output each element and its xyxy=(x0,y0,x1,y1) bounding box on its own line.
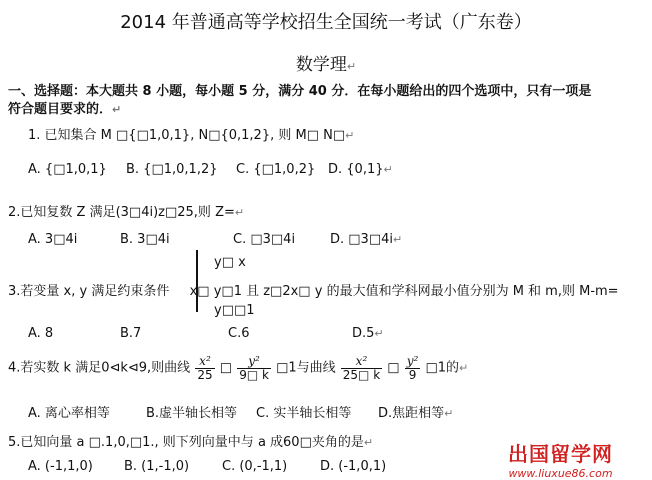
exam-title: 2014 年普通高等学校招生全国统一考试（广东卷） xyxy=(120,12,532,33)
q2-option-a: A. 3□4i xyxy=(28,232,78,247)
q5-option-b: B. (1,-1,0) xyxy=(124,459,190,474)
watermark-logo xyxy=(508,438,613,480)
watermark-text: 出国留学网 xyxy=(508,442,613,466)
q3-constraint-2: x□ y□1 且 z□2x□ y xyxy=(189,284,323,299)
q4-fraction-4: $\frac{\text{y²}}{9}$ xyxy=(406,354,419,382)
q1-option-b: B. {□1,0,1,2} xyxy=(126,162,218,177)
q3-constraint-1: y□ x xyxy=(214,255,246,270)
q4-option-d: D.焦距相等↵ xyxy=(378,406,454,421)
q4-fraction-1: $\frac{\text{x²}}{25}$ xyxy=(197,354,213,382)
q5-option-a: A. (-1,1,0) xyxy=(28,459,93,474)
q1-option-a: A. {□1,0,1} xyxy=(28,162,107,177)
exam-subtitle: 数学理↵ xyxy=(295,55,357,75)
q3-constraint-3: y□□1 xyxy=(214,303,255,318)
question-1: 1. 已知集合 M □{□1,0,1}, N□{0,1,2}, 则 M□ N□↵ xyxy=(28,128,355,143)
q3-option-b: B.7 xyxy=(120,326,142,341)
q2-option-c: C. □3□4i xyxy=(233,232,296,247)
section-instructions-line1: 一、选择题：本大题共 8 小题，每小题 5 分，满分 40 分．在每小题给出的四个选项中，只有一项是 xyxy=(8,84,592,99)
q4-option-b: B.虚半轴长相等 xyxy=(146,406,238,421)
q4-fraction-3: $\frac{\text{x²}}{25□ k}$ xyxy=(342,354,381,382)
question-4: 4.若实数 k 满足0⊲k⊲9,则曲线 $\frac{\text{x²}}{25}$ □ $\frac{\text{y²}}{9□ k}$ □1与曲线 $\frac{\text{x²}}{25□ k}$ □ $\frac{\text{y²}}{9}$ □1的↵ xyxy=(8,354,469,382)
question-5: 5.已知向量 a □.1,0,□1., 则下列向量中与 a 成60□夹角的是↵ xyxy=(8,435,374,450)
q4-fraction-2: $\frac{\text{y²}}{9□ k}$ xyxy=(239,354,269,382)
q1-option-c: C. {□1,0,2} xyxy=(236,162,316,177)
q3-option-a: A. 8 xyxy=(28,326,54,341)
q1-option-d: D. {0,1}↵ xyxy=(328,162,393,177)
question-3: 3.若变量 x, y 满足约束条件 x□ y□1 且 z□2x□ y 的最大值和学科网最小值分别为 M 和 m,则 M-m= xyxy=(8,284,619,299)
q4-option-a: A. 离心率相等 xyxy=(28,406,110,421)
section-instructions-line2: 符合题目要求的．↵ xyxy=(8,102,122,117)
question-2: 2.已知复数 Z 满足(3□4i)z□25,则 Z=↵ xyxy=(8,205,245,220)
q5-option-c: C. (0,-1,1) xyxy=(222,459,288,474)
q4-option-c: C. 实半轴长相等 xyxy=(256,406,352,421)
q5-option-d: D. (-1,0,1) xyxy=(320,459,387,474)
q2-option-b: B. 3□4i xyxy=(120,232,170,247)
q2-option-d: D. □3□4i↵ xyxy=(330,232,403,247)
watermark-url: www.liuxue86.com xyxy=(508,467,613,480)
q3-option-c: C.6 xyxy=(228,326,250,341)
q3-option-d: D.5↵ xyxy=(352,326,384,341)
